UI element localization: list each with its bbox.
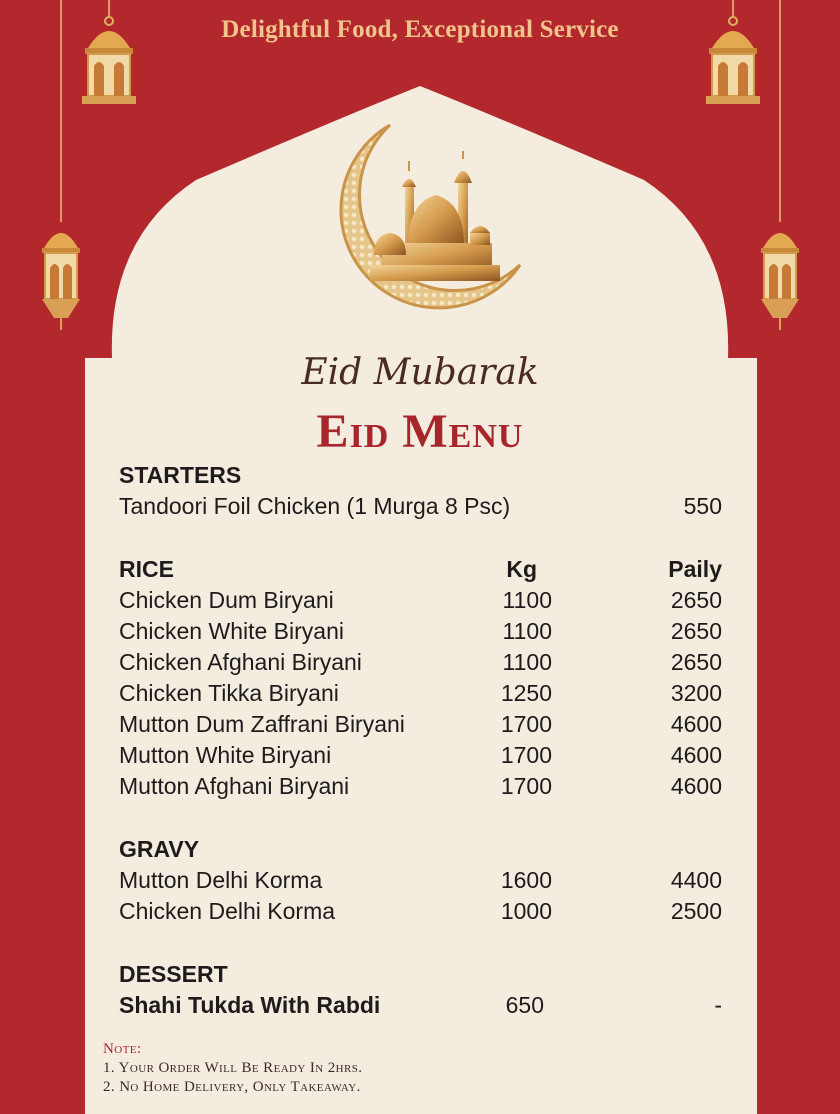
order-note [103, 1040, 362, 1097]
hanging-lantern-icon [36, 0, 86, 335]
crescent-moon-mosque-icon [310, 115, 530, 330]
column-header-kg: Kg [506, 556, 537, 582]
menu-item: Mutton Dum Zaffrani Biryani 1700 4600 [119, 711, 722, 737]
note-line: 1. Your Order Will Be Ready In 2hrs. [103, 1060, 363, 1076]
menu-item: Chicken Afghani Biryani 1100 2650 [119, 649, 722, 675]
column-header-paily: Paily [668, 556, 722, 582]
menu-title: Eid Menu [316, 405, 524, 458]
menu-item: Chicken Dum Biryani 1100 2650 [119, 587, 722, 613]
menu-item: Mutton White Biryani 1700 4600 [119, 742, 722, 768]
menu-item: Chicken Tikka Biryani 1250 3200 [119, 680, 722, 706]
menu-item: Chicken Delhi Korma 1000 2500 [119, 898, 722, 924]
note-line: 2. No Home Delivery, Only Takeaway. [103, 1079, 361, 1095]
menu-item: Tandoori Foil Chicken (1 Murga 8 Psc) 550 [119, 493, 722, 519]
section-heading-rice: RICE Kg Paily [119, 556, 722, 582]
section-heading-dessert: DESSERT [119, 961, 228, 987]
menu-item: Chicken White Biryani 1100 2650 [119, 618, 722, 644]
eid-mubarak-greeting: Eid Mubarak [301, 352, 539, 393]
menu-item: Mutton Afghani Biryani 1700 4600 [119, 773, 722, 799]
section-heading-gravy: GRAVY [119, 836, 200, 862]
menu-item: Shahi Tukda With Rabdi 650 - [119, 992, 722, 1018]
hanging-lantern-icon [755, 0, 805, 335]
tagline: Delightful Food, Exceptional Service [221, 16, 619, 43]
menu-item: Mutton Delhi Korma 1600 4400 [119, 867, 722, 893]
note-label: Note: [103, 1041, 142, 1057]
section-heading-starters: STARTERS [119, 462, 242, 488]
